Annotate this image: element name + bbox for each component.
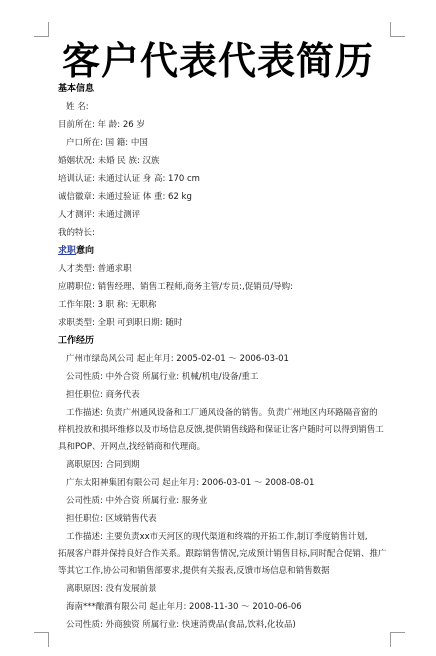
resume-body (58, 80, 388, 634)
job-3-nature: 公司性质: 外商独资 所属行业: 快速消费品(食品,饮料,化妆品) (66, 620, 296, 630)
intent-positions: 应聘职位: 销售经理、销售工程师,商务主管/专员:,促销员/导购: (58, 282, 293, 292)
job-1-nature: 公司性质: 中外合资 所属行业: 机械/机电/设备/重工 (66, 372, 259, 382)
job-1-company: 广州市绿岛风公司 起止年月: 2005-02-01 ～ 2006-03-01 (66, 354, 289, 364)
section-intent-heading (58, 242, 388, 260)
intent-type: 人才类型: 普通求职 (58, 264, 132, 274)
section-work-heading: 工作经历 (58, 336, 95, 346)
basic-specialty: 我的特长: (58, 228, 95, 238)
section-basic-heading: 基本信息 (58, 84, 95, 94)
basic-name: 姓 名: (66, 102, 89, 112)
basic-assessment: 人才测评: 未通过测评 (58, 210, 141, 220)
corner-mark-bottom-left (34, 632, 49, 647)
job-2-nature: 公司性质: 中外合资 所属行业: 服务业 (66, 496, 208, 506)
job-2-leave: 离职原因: 没有发展前景 (66, 584, 157, 594)
job-2-desc-rest: 拓展客户群并保持良好合作关系。跟踪销售情况,完成预计销售目标,同时配合促销、推广等其它工作,协公司和销售部要求,提供有关报表,反馈市场信息和销售数据 (58, 549, 387, 576)
job-1-desc-first: 工作描述: 负责广州通风设备和工厂通风设备的销售。负责广州地区内环路隔音窗的 (66, 408, 378, 418)
intent-link[interactable]: 求职 (58, 246, 77, 256)
job-1-desc-rest: 样机投放和损坏维修以及市场信息反馈,提供销售线路和保证让客户随时可以得到销售工具和POP、开网点,找经销商和代理商。 (58, 425, 384, 452)
job-3-company: 海南***酿酒有限公司 起止年月: 2008-11-30 ～ 2010-06-06 (66, 602, 302, 612)
basic-credit: 诚信徽章: 未通过验证 体 重: 62 kg (58, 192, 192, 202)
intent-heading-suffix: 意向 (76, 246, 95, 256)
corner-mark-bottom-right (390, 632, 405, 647)
intent-years: 工作年限: 3 职 称: 无职称 (58, 300, 157, 310)
job-1-position: 担任职位: 商务代表 (66, 390, 140, 400)
basic-training: 培训认证: 未通过认证 身 高: 170 cm (58, 174, 200, 184)
job-2-position: 担任职位: 区域销售代表 (66, 514, 157, 524)
job-1-leave: 离职原因: 合同到期 (66, 460, 140, 470)
job-2-company: 广东太阳神集团有限公司 起止年月: 2006-03-01 ～ 2008-08-01 (66, 478, 315, 488)
basic-marital: 婚姻状况: 未婚 民 族: 汉族 (58, 156, 160, 166)
intent-job-type: 求职类型: 全职 可到职日期: 随时 (58, 318, 183, 328)
page-title: 客户代表代表简历 (61, 39, 374, 83)
basic-hukou: 户口所在: 国 籍: 中国 (66, 138, 148, 148)
basic-location-age: 目前所在: 年 龄: 26 岁 (58, 120, 145, 130)
job-2-desc-first: 工作描述: 主要负责xx市天河区的现代渠道和终端的开拓工作,制订季度销售计划, (66, 532, 368, 542)
